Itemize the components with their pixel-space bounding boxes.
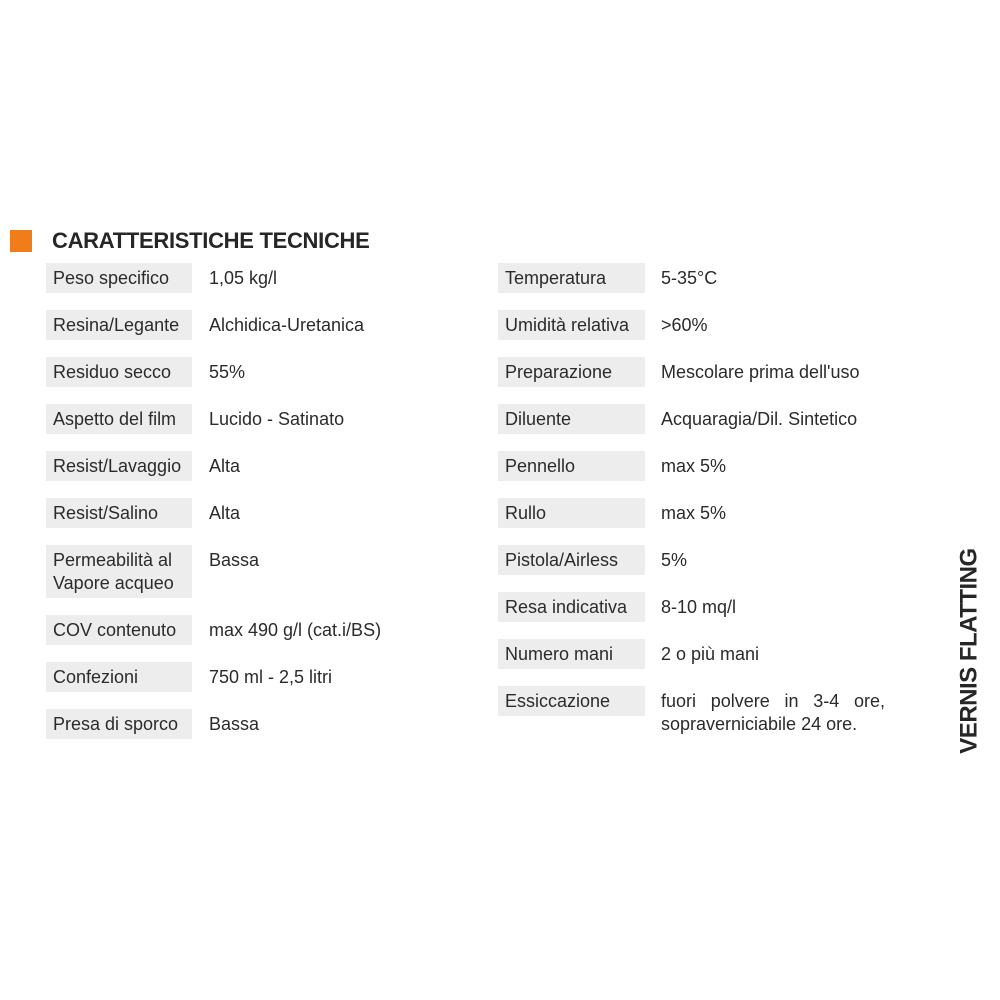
spec-value: 55% [209,362,246,382]
spec-label-line: Vapore acqueo [53,573,174,593]
spec-label: Preparazione [498,357,645,387]
spec-value: 2 o più mani [661,644,760,664]
spec-row-aspetto-film [46,404,344,434]
product-name-vertical [953,548,987,754]
spec-value: Bassa [209,550,260,570]
spec-value: >60% [661,315,708,335]
spec-row-diluente [498,404,857,434]
spec-value: Alta [209,503,241,523]
orange-square-icon [10,230,32,252]
spec-row-residuo-secco [46,357,245,387]
spec-row-rullo [498,498,726,528]
spec-value: 5-35°C [661,268,718,288]
section-title: CARATTERISTICHE TECNICHE [52,228,370,253]
spec-value: Mescolare prima dell'uso [661,362,860,382]
spec-row-presa-sporco [46,709,259,739]
spec-row-preparazione [498,357,860,387]
spec-row-resist-lavaggio [46,451,240,481]
spec-label [46,545,192,598]
spec-row-peso-specifico [46,263,277,293]
spec-label: Presa di sporco [46,709,192,739]
spec-label: Residuo secco [46,357,192,387]
spec-value: 1,05 kg/l [209,268,278,288]
spec-label: Temperatura [498,263,645,293]
spec-value: Lucido - Satinato [209,409,345,429]
spec-value: Bassa [209,714,260,734]
spec-value-line: sopraverniciabile 24 ore. [661,714,858,734]
spec-row-temperatura [498,263,717,293]
spec-value: 750 ml - 2,5 litri [209,667,333,687]
section-header [10,226,370,256]
spec-label: Pistola/Airless [498,545,645,575]
spec-label: Peso specifico [46,263,192,293]
spec-row-confezioni [46,662,332,692]
spec-value: max 490 g/l (cat.i/BS) [209,620,382,640]
spec-value: Alchidica-Uretanica [209,315,365,335]
spec-value: Acquaragia/Dil. Sintetico [661,409,858,429]
spec-label-line: Permeabilità al [53,550,173,570]
spec-label: COV contenuto [46,615,192,645]
spec-row-pennello [498,451,726,481]
spec-label: Confezioni [46,662,192,692]
spec-row-cov-contenuto [46,615,381,645]
spec-label: Resa indicativa [498,592,645,622]
spec-label: Resist/Lavaggio [46,451,192,481]
spec-label: Resist/Salino [46,498,192,528]
spec-row-permeabilita [46,545,259,598]
spec-row-pistola-airless [498,545,687,575]
spec-label: Pennello [498,451,645,481]
spec-value: 8-10 mq/l [661,597,737,617]
spec-label: Numero mani [498,639,645,669]
spec-value: max 5% [661,503,727,523]
spec-label: Aspetto del film [46,404,192,434]
spec-row-resina-legante [46,310,364,340]
spec-value: max 5% [661,456,727,476]
spec-value: 5% [661,550,688,570]
spec-value [661,686,885,736]
product-name: VERNIS FLATTING [956,548,984,754]
spec-label: Resina/Legante [46,310,192,340]
spec-label: Rullo [498,498,645,528]
spec-value-line: fuori polvere in 3-4 ore, [661,691,885,711]
spec-row-umidita-relativa [498,310,708,340]
spec-row-essiccazione [498,686,885,736]
spec-value: Alta [209,456,241,476]
spec-row-numero-mani [498,639,759,669]
spec-row-resist-salino [46,498,240,528]
spec-row-resa-indicativa [498,592,736,622]
spec-label: Essiccazione [498,686,645,716]
spec-label: Umidità relativa [498,310,645,340]
spec-label: Diluente [498,404,645,434]
